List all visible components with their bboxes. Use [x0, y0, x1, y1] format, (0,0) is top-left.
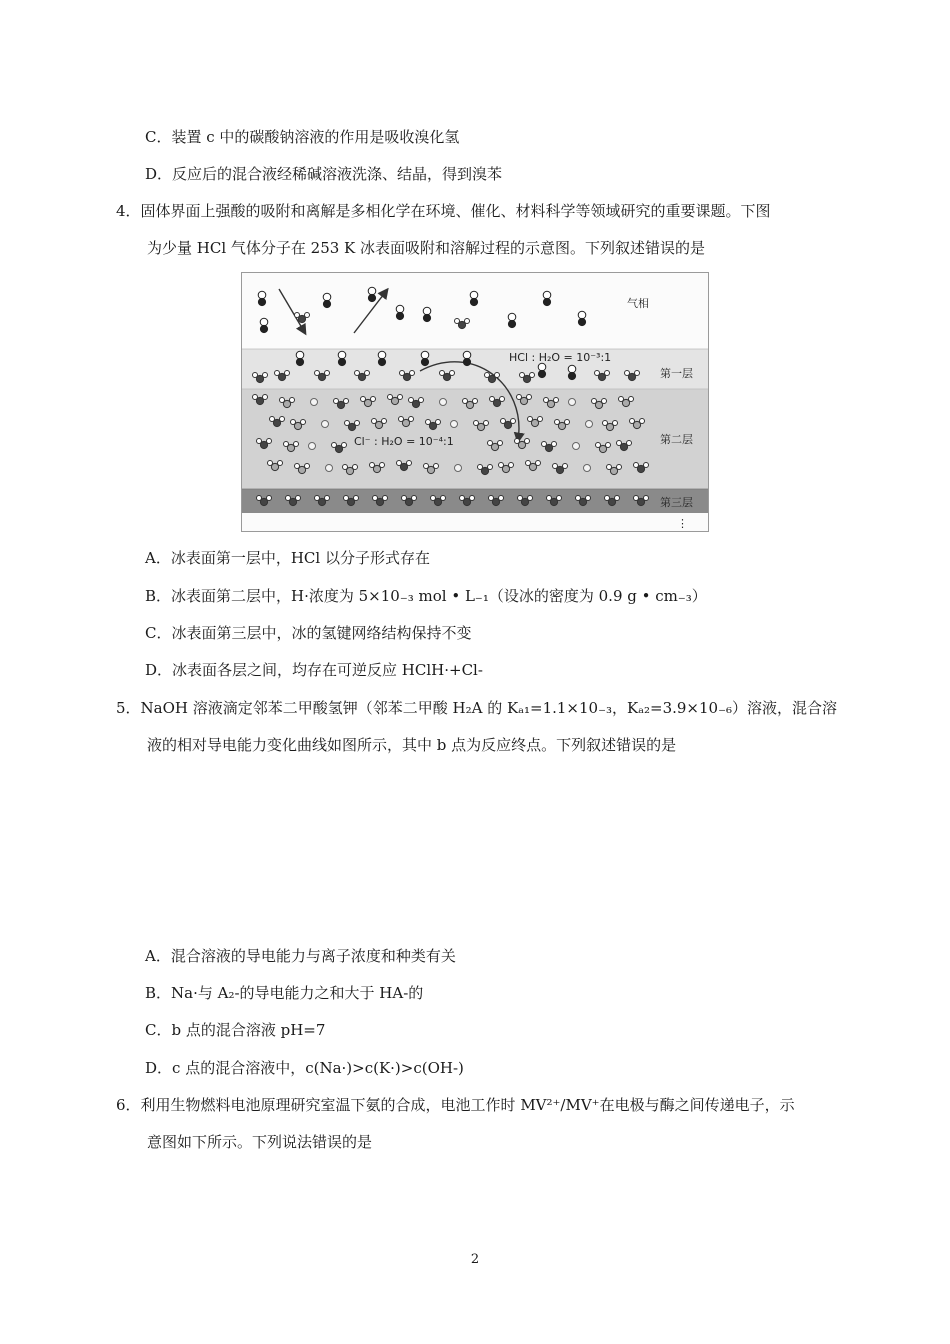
q4-option-d: D．冰表面各层之间，均存在可逆反应 HClH·+Cl- [145, 661, 483, 679]
q4-option-a: A．冰表面第一层中，HCl 以分子形式存在 [145, 549, 430, 567]
q5-option-b: B．Na·与 A₂-的导电能力之和大于 HA-的 [145, 984, 424, 1002]
q4-stem-line2: 为少量 HCl 气体分子在 253 K 冰表面吸附和溶解过程的示意图。下列叙述错误的是 [147, 239, 706, 257]
q5-option-a: A．混合溶液的导电能力与离子浓度和种类有关 [145, 947, 456, 965]
q6-stem-line2: 意图如下所示。下列说法错误的是 [147, 1133, 373, 1151]
q5-stem-line1: 5．NaOH 溶液滴定邻苯二甲酸氢钾（邻苯二甲酸 H₂A 的 Kₐ₁=1.1×10₋₃，Kₐ₂=3.9×10₋₆）溶液，混合溶 [116, 699, 838, 717]
cl-ratio-label: Cl⁻ : H₂O = 10⁻⁴:1 [354, 435, 454, 448]
more-layers-dots: ⋮ [677, 517, 688, 530]
gas-phase-label: 气相 [627, 297, 649, 310]
q4-option-c: C．冰表面第三层中，冰的氢键网络结构保持不变 [145, 624, 472, 642]
q4-stem-line1: 4．固体界面上强酸的吸附和离解是多相化学在环境、催化、材料科学等领域研究的重要课题。下图 [116, 202, 771, 220]
adsorption-arrow [279, 289, 305, 333]
hcl-ratio-label: HCl : H₂O = 10⁻³:1 [509, 351, 612, 364]
q6-stem-line1: 6．利用生物燃料电池原理研究室温下氨的合成，电池工作时 MV²⁺/MV⁺在电极与酶之间传递电子，示 [116, 1096, 795, 1114]
page-number: 2 [470, 1252, 480, 1267]
ice-surface-hcl-figure [241, 272, 709, 532]
q5-option-c: C．b 点的混合溶液 pH=7 [145, 1021, 326, 1039]
q4-option-b: B．冰表面第二层中，H·浓度为 5×10₋₃ mol • L₋₁（设冰的密度为 0.9 g • cm₋₃） [145, 587, 707, 605]
layer3-label: 第三层 [660, 496, 693, 509]
q3-option-c: C．装置 c 中的碳酸钠溶液的作用是吸收溴化氢 [145, 128, 460, 146]
q5-option-d: D．c 点的混合溶液中，c(Na·)>c(K·)>c(OH-) [145, 1059, 464, 1077]
layer1-band [242, 349, 708, 389]
layer1-label: 第一层 [660, 367, 693, 380]
layer2-label: 第二层 [660, 433, 693, 446]
q5-stem-line2: 液的相对导电能力变化曲线如图所示，其中 b 点为反应终点。下列叙述错误的是 [147, 736, 677, 754]
q3-option-d: D．反应后的混合液经稀碱溶液洗涤、结晶，得到溴苯 [145, 165, 503, 183]
